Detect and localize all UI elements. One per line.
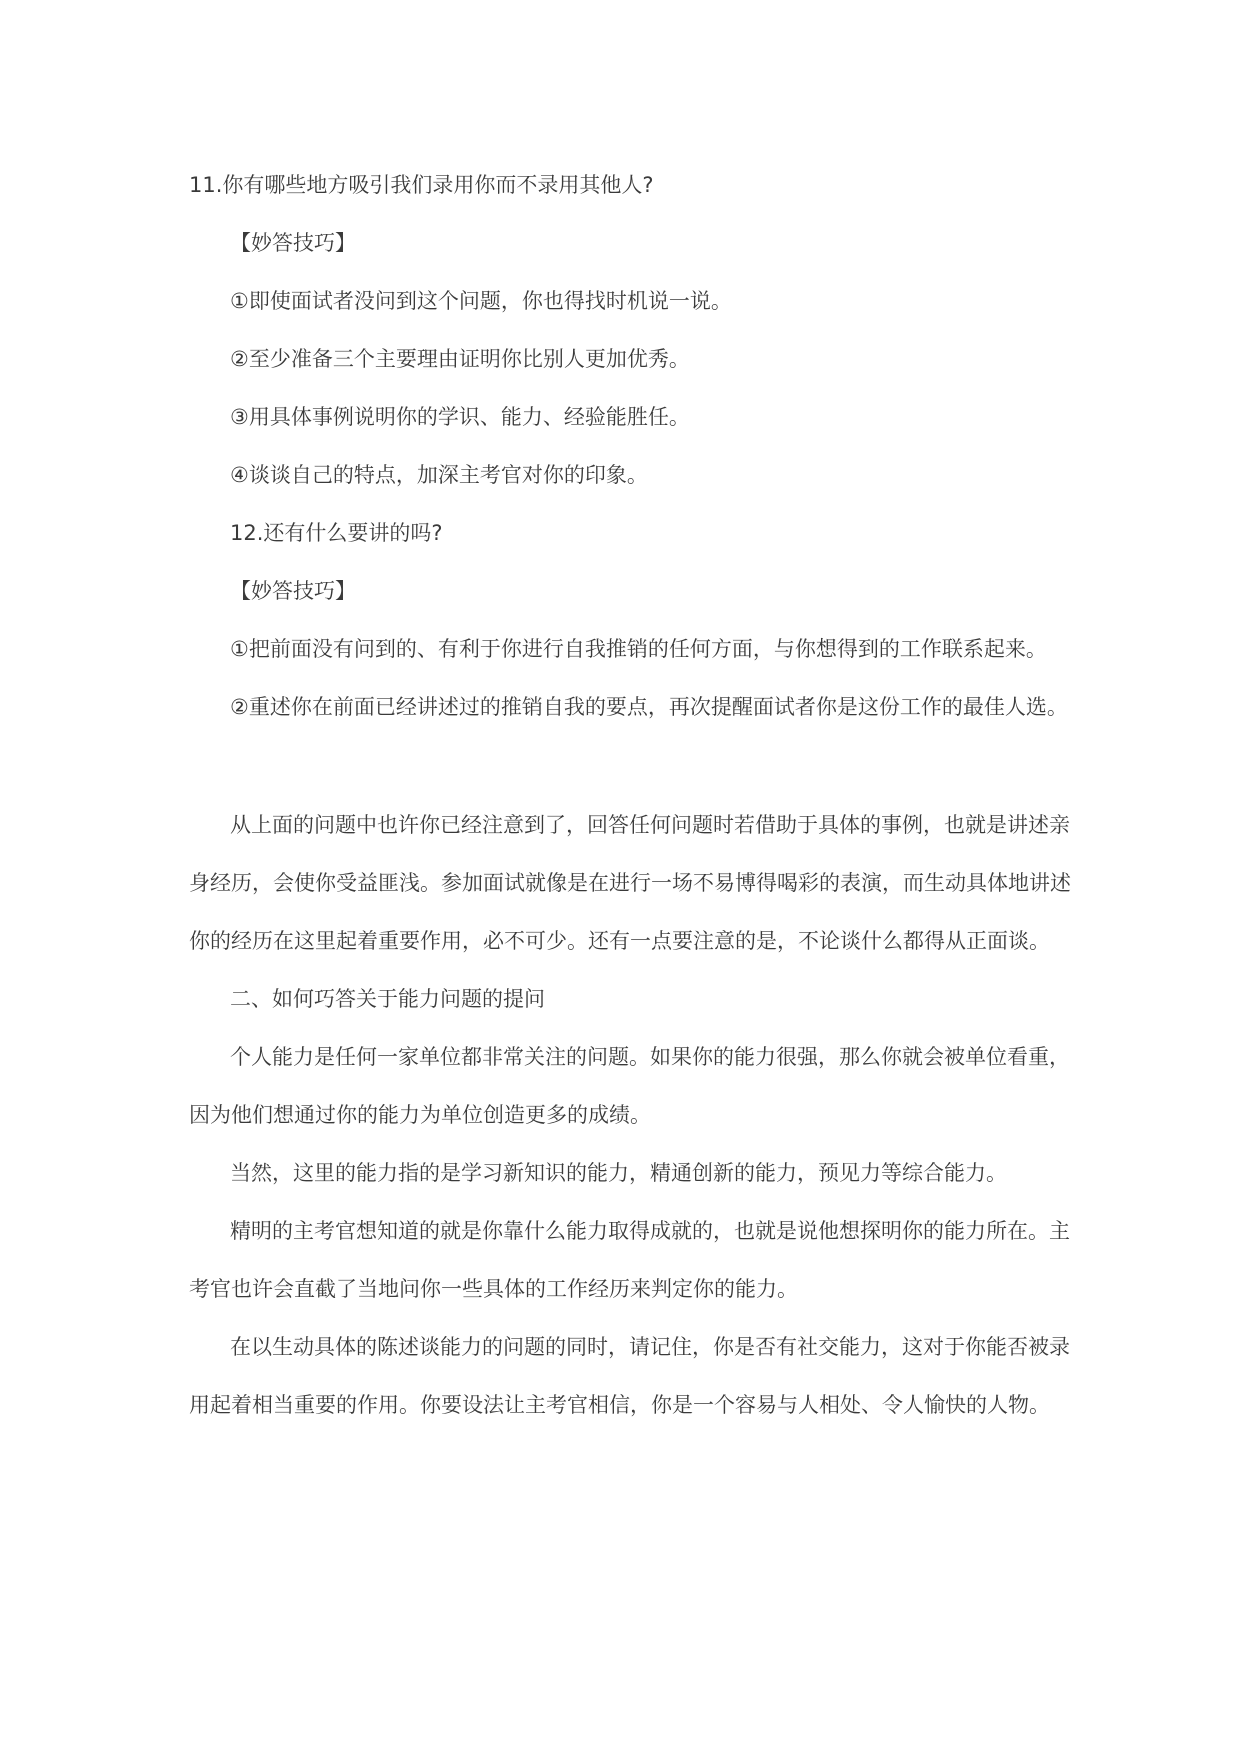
summary-paragraph-line-1: 从上面的问题中也许你已经注意到了，回答任何问题时若借助于具体的事例，也就是讲述亲 — [230, 813, 1070, 837]
tip-12-1: ①把前面没有问到的、有利于你进行自我推销的任何方面，与你想得到的工作联系起来。 — [230, 637, 1047, 661]
ability-paragraph-1-line-2: 因为他们想通过你的能力为单位创造更多的成绩。 — [189, 1103, 651, 1127]
ability-paragraph-4-line-2: 用起着相当重要的作用。你要设法让主考官相信，你是一个容易与人相处、令人愉快的人物。 — [189, 1393, 1050, 1417]
tips-label-1: 【妙答技巧】 — [230, 231, 356, 255]
question-12-heading: 12.还有什么要讲的吗? — [230, 521, 443, 545]
tip-11-3: ③用具体事例说明你的学识、能力、经验能胜任。 — [230, 405, 690, 429]
ability-paragraph-3-line-1: 精明的主考官想知道的就是你靠什么能力取得成就的，也就是说他想探明你的能力所在。主 — [230, 1219, 1070, 1243]
question-11-heading: 11.你有哪些地方吸引我们录用你而不录用其他人? — [189, 173, 654, 197]
summary-paragraph-line-3: 你的经历在这里起着重要作用，必不可少。还有一点要注意的是，不论谈什么都得从正面谈。 — [189, 929, 1050, 953]
ability-paragraph-3-line-2: 考官也许会直截了当地问你一些具体的工作经历来判定你的能力。 — [189, 1277, 798, 1301]
tip-11-4: ④谈谈自己的特点，加深主考官对你的印象。 — [230, 463, 648, 487]
tip-11-1: ①即使面试者没问到这个问题，你也得找时机说一说。 — [230, 289, 732, 313]
tip-11-2: ②至少准备三个主要理由证明你比别人更加优秀。 — [230, 347, 690, 371]
ability-paragraph-1-line-1: 个人能力是任何一家单位都非常关注的问题。如果你的能力很强，那么你就会被单位看重， — [230, 1045, 1070, 1069]
summary-paragraph-line-2: 身经历，会使你受益匪浅。参加面试就像是在进行一场不易博得喝彩的表演，而生动具体地讲述 — [189, 871, 1071, 895]
section-two-heading: 二、如何巧答关于能力问题的提问 — [230, 987, 545, 1011]
ability-paragraph-4-line-1: 在以生动具体的陈述谈能力的问题的同时，请记住，你是否有社交能力，这对于你能否被录 — [230, 1335, 1070, 1359]
ability-paragraph-2: 当然，这里的能力指的是学习新知识的能力，精通创新的能力，预见力等综合能力。 — [230, 1161, 1007, 1185]
tips-label-2: 【妙答技巧】 — [230, 579, 356, 603]
tip-12-2: ②重述你在前面已经讲述过的推销自我的要点，再次提醒面试者你是这份工作的最佳人选。 — [230, 695, 1068, 719]
